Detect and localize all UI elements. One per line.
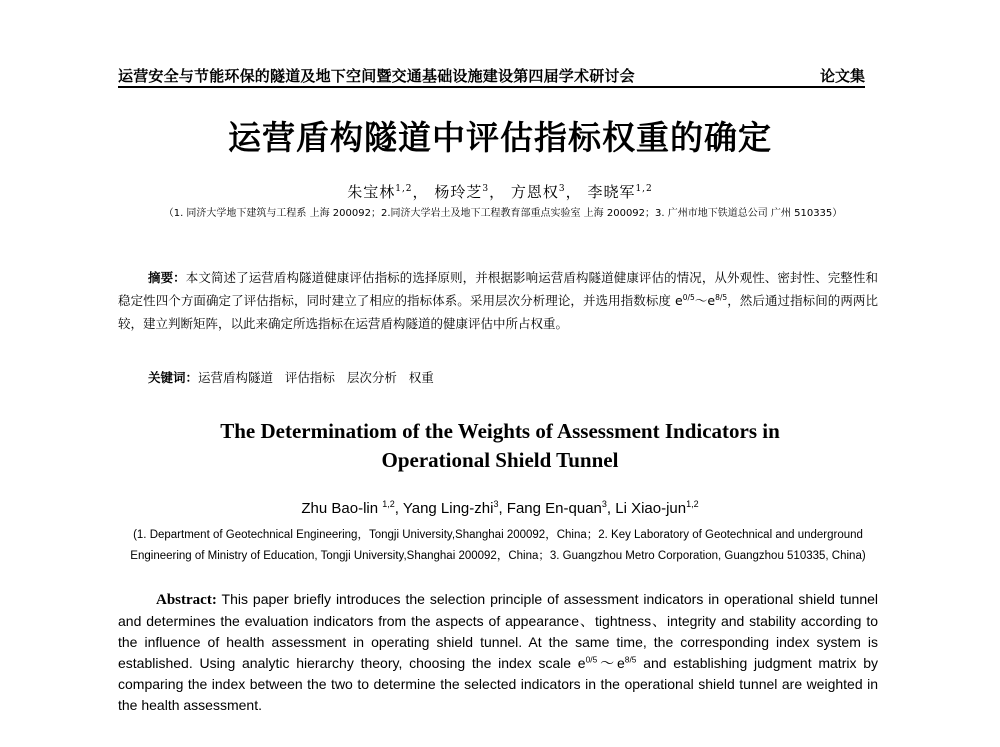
- running-header: [118, 64, 865, 88]
- paper-title-en: [0, 417, 1000, 475]
- author-affiliation-mark: 1,2: [395, 184, 413, 194]
- author-list-cn: [0, 181, 1000, 202]
- author-name: , Fang En-quan: [498, 500, 602, 517]
- author-affiliation-mark: 3: [482, 184, 490, 194]
- exponent: 8/5: [624, 654, 637, 665]
- abstract-cn: [118, 266, 878, 335]
- abstract-text: ，然后通过指标间的两两比较，建立判断矩阵，以此来确定所选指标在运营盾构隧道的健康评估中所占权重。: [118, 293, 878, 331]
- author-name: Zhu Bao-lin: [301, 500, 383, 517]
- conference-title: 运营安全与节能环保的隧道及地下空间暨交通基础设施建设第四届学术研讨会: [118, 67, 635, 85]
- abstract-text: ～e: [694, 293, 716, 308]
- abstract-label-cn: 摘要：: [148, 270, 186, 285]
- paper-title-cn: 运营盾构隧道中评估指标权重的确定: [228, 118, 772, 157]
- abstract-en: [118, 589, 878, 716]
- author-separator: ，: [565, 183, 582, 201]
- abstract-text: 本文简述了运营盾构隧道健康评估指标的选择原则，并根据影响运营盾构隧道健康评估的情况，从外观性、密封性、完整性和稳定性四个方面确定了评估指标，同时建立了相应的指标体系。采用层次分析理论，并选用指数标度 e: [118, 270, 878, 308]
- author-list-en: [0, 500, 1000, 517]
- author-affiliation-mark: 1,2: [686, 499, 699, 509]
- author-name: , Yang Ling-zhi: [394, 500, 494, 517]
- title-line: The Determinatiom of the Weights of Assessment Indicators in: [220, 419, 780, 443]
- author-name: 方恩权: [510, 183, 559, 201]
- keywords-label-cn: 关键词：: [148, 370, 199, 385]
- exponent: 8/5: [715, 292, 728, 302]
- title-line: Operational Shield Tunnel: [381, 448, 619, 472]
- abstract-label-en: Abstract:: [156, 592, 217, 608]
- author-affiliation-mark: 1,2: [635, 184, 653, 194]
- affiliation-cn: （1. 同济大学地下建筑与工程系 上海 200092；2.同济大学岩土及地下工程教育部重点实验室 上海 200092；3. 广州市地下铁道总公司 广州 510335）: [163, 208, 843, 219]
- exponent: 0/5: [682, 292, 695, 302]
- author-name: 朱宝林: [347, 183, 396, 201]
- author-separator: ，: [489, 183, 506, 201]
- affiliation-en: (1. Department of Geotechnical Engineering，Tongji University,Shanghai 200092，China；2. Key Laboratory of Geotechnical and underground Engineering of Ministry of Education, Tongji University,Shanghai 200092，China；3. Guangzhou Metro Corporation, Guangzhou 510335, China): [130, 529, 866, 562]
- abstract-text: and establishing judgment matrix by comparing the index between the two to determine the selected indicators in the operational shield tunnel are weighted in the health assessment.: [118, 655, 879, 713]
- exponent: 0/5: [585, 654, 598, 665]
- abstract-text: This paper briefly introduces the selection principle of assessment indicators in operational shield tunnel and determines the evaluation indicators from the aspects of appearance、tightness、integrity and stability according to the influence of health assessment in operating shield tunnel. At the same time, the corresponding index system is established. Using analytic hierarchy theory, choosing the index scale e: [118, 591, 878, 671]
- author-name: 杨玲芝: [434, 183, 483, 201]
- author-affiliation-mark: 3: [601, 499, 607, 509]
- author-affiliation-mark: 3: [493, 499, 499, 509]
- author-affiliation-mark: 1,2: [382, 499, 395, 509]
- author-name: , Li Xiao-jun: [606, 500, 687, 517]
- keywords-text: 运营盾构隧道 评估指标 层次分析 权重: [198, 370, 434, 385]
- abstract-text: ～e: [597, 655, 625, 671]
- author-separator: ，: [412, 183, 429, 201]
- section-label: 论文集: [819, 67, 865, 85]
- keywords-cn: [148, 366, 434, 389]
- author-name: 李晓军: [587, 183, 636, 201]
- author-affiliation-mark: 3: [558, 184, 566, 194]
